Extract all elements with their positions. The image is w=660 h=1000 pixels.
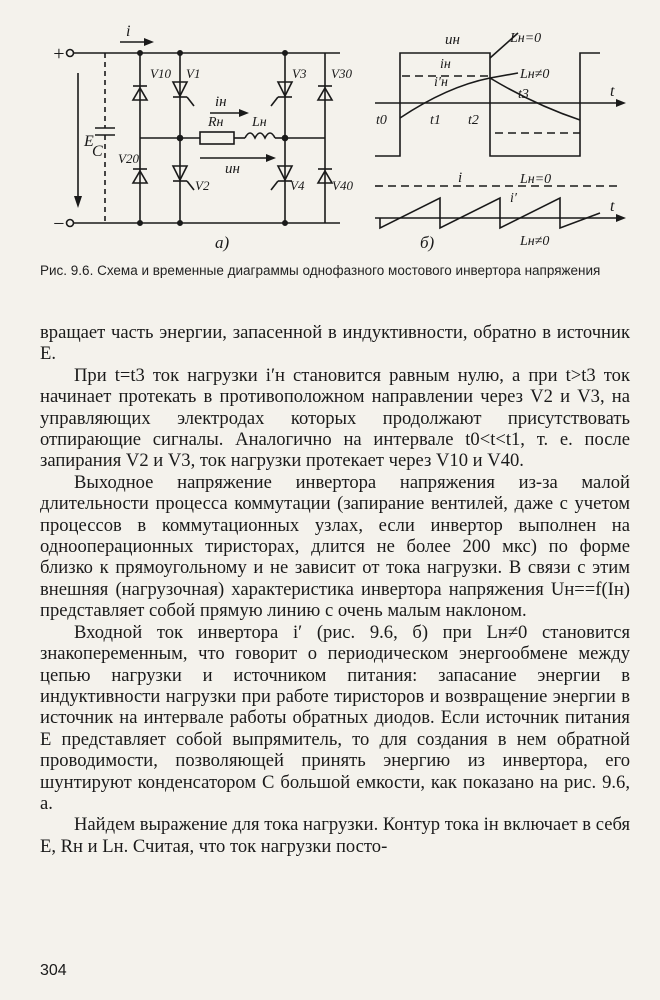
t3-label: t3 <box>518 87 529 102</box>
source-E-label: E <box>84 133 94 150</box>
t0-label: t0 <box>376 113 387 128</box>
paragraph-1: вращает часть энергии, запасенной в индуктивности, обратно в источник E. <box>40 322 630 365</box>
V10-label: V10 <box>150 66 171 81</box>
t1-label: t1 <box>430 113 441 128</box>
i-prime-label: i′ <box>510 191 517 206</box>
plus-terminal-label: + <box>52 43 66 65</box>
load-R-label: Rн <box>208 115 224 130</box>
figure-drawing <box>40 18 630 263</box>
t2-label: t2 <box>468 113 479 128</box>
paragraph-4: Входной ток инвертора i′ (рис. 9.6, б) при Lн≠0 становится знакопеременным, что говорит о периодическом энергообмене между цепью нагрузки и источником питания: запасание энергии в индуктивности нагрузки при работе тиристоров и возвращение энергии в источник на интервале работы обратных диодов. Если источник питания E представляет собой выпрямитель, то для создания в нем обратной проводимости, позволяющей принять энергию из инвертора, его шунтируют конденсатором C большой емкости, как показано на рис. 9.6, а. <box>40 621 630 814</box>
load-voltage-label: uн <box>225 161 240 177</box>
load-current-label: iн <box>215 94 227 110</box>
body-text <box>40 322 630 857</box>
t-axis-top-label: t <box>610 83 615 100</box>
u-n-label: uн <box>445 32 460 48</box>
V40-label: V40 <box>332 178 353 193</box>
L-zero-bottom-label: Lн=0 <box>520 172 552 187</box>
panel-b-label: б) <box>420 233 435 252</box>
i-n-label: iн <box>440 57 451 72</box>
minus-terminal-label: − <box>52 213 66 235</box>
V30-label: V30 <box>331 66 352 81</box>
L-nonzero-top-label: Lн≠0 <box>520 67 550 82</box>
paragraph-3: Выходное напряжение инвертора напряжения из-за малой длительности процесса коммутации (запирание вентилей, даже с учетом процессов в коммутационных узлах, если инвертор выполнен на однооперационных тиристорах, длится не более 200 мкс) по форме близко к прямоугольному и не зависит от тока нагрузки. В связи с этим внешняя (нагрузочная) характеристика инвертора напряжения Uн==f(Iн) представляет собой прямую линию с очень малым наклоном. <box>40 471 630 622</box>
timing-diagram-top <box>375 33 626 156</box>
figure-9-6 <box>40 18 630 263</box>
panel-a-label: а) <box>215 233 230 252</box>
figure-caption: Рис. 9.6. Схема и временные диаграммы однофазного мостового инвертора напряжения <box>40 263 601 278</box>
paragraph-5: Найдем выражение для тока нагрузки. Контур тока iн включает в себя E, Rн и Lн. Считая, что ток нагрузки посто- <box>40 814 630 857</box>
V1-label: V1 <box>186 66 201 81</box>
t-axis-bottom-label: t <box>610 198 615 215</box>
timing-diagram-bottom <box>375 186 626 228</box>
capacitor-C-label: C <box>92 143 103 160</box>
i-bottom-label: i <box>458 170 463 186</box>
V2-label: V2 <box>195 178 210 193</box>
page-number: 304 <box>40 962 67 979</box>
L-nonzero-bottom-label: Lн≠0 <box>520 234 550 249</box>
V3-label: V3 <box>292 66 307 81</box>
paragraph-2: При t=t3 ток нагрузки i′н становится равным нулю, а при t>t3 ток начинает протекать в противоположном направлении через V2 и V3, на управляющих электродах которых продолжают присутствовать отпирающие сигналы. Аналогично на интервале t0<t<t1, т. е. после запирания V2 и V3, ток нагрузки протекает через V10 и V40. <box>40 364 630 472</box>
V20-label: V20 <box>118 151 139 166</box>
current-i-label: i <box>126 23 131 40</box>
V4-label: V4 <box>290 178 305 193</box>
i-n-prime-label: i′н <box>434 75 448 90</box>
load-L-label: Lн <box>252 115 267 130</box>
L-zero-top-label: Lн=0 <box>510 31 542 46</box>
